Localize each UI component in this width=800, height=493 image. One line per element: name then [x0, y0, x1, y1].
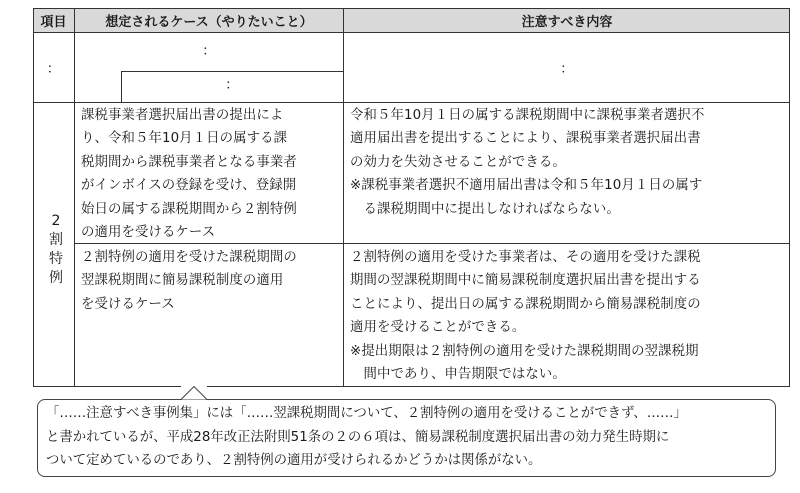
row2-item-char: 例 — [49, 270, 63, 286]
row1-case-bottom: ： — [225, 78, 239, 93]
row1-case-top: ： — [202, 44, 216, 59]
row1-caution: ： — [560, 62, 574, 77]
header-item-label: 項目 — [40, 14, 67, 30]
header-item — [33, 8, 74, 32]
caution-b-text: ２割特例の適用を受けた事業者は、その適用を受けた課税 期間の翌課税期間中に簡易課税制度選択届出書を提出する ことにより、提出日の属する課税期間から簡易課税制度の 適用を受けることができる。 ※提出期限は２割特例の適用を受けた課税期間の翌課税期 間中であり、申告期限ではない。 — [350, 250, 701, 383]
comment-text: 「……注意すべき事例集」には「……翌課税期間について、２割特例の適用を受けることができず、……」 と書かれているが、平成28年改正法附則51条の２の６項は、簡易課税制度選択届出書の効力発生時期に ついて定めているのであり、２割特例の適用が受けられるかどうかは関係がない。 — [46, 406, 687, 468]
row1-item: ： — [46, 62, 61, 77]
comment-box — [37, 399, 776, 477]
header-caution-label: 注意すべき内容 — [521, 14, 613, 30]
comment-pointer — [181, 386, 207, 400]
row2-item-char: 割 — [49, 232, 63, 248]
case-a-text: 課税事業者選択届出書の提出によ り、令和５年10月１日の属する課 税期間から課税事業者となる事業者 がインボイスの登録を受け、登録開 始日の属する課税期間から２割特例 の適用を受けるケース — [81, 108, 297, 241]
row2-item-char: 特 — [49, 251, 63, 267]
header-case-label: 想定されるケース（やりたいこと） — [105, 14, 313, 30]
row2-item-vertical — [42, 212, 70, 288]
header-case — [75, 8, 343, 32]
caution-a-text: 令和５年10月１日の属する課税期間中に課税事業者選択不 適用届出書を提出することにより、課税事業者選択届出書 の効力を失効させることができる。 ※課税事業者選択不適用届出書は令和５年10月１日の属す る課税期間中に提出しなければならない。 — [350, 108, 705, 217]
case-b-text: ２割特例の適用を受けた課税期間の 翌課税期間に簡易課税制度の適用 を受けるケース — [81, 250, 297, 312]
header-caution — [344, 8, 790, 32]
row2-item-char: 2 — [51, 213, 61, 229]
